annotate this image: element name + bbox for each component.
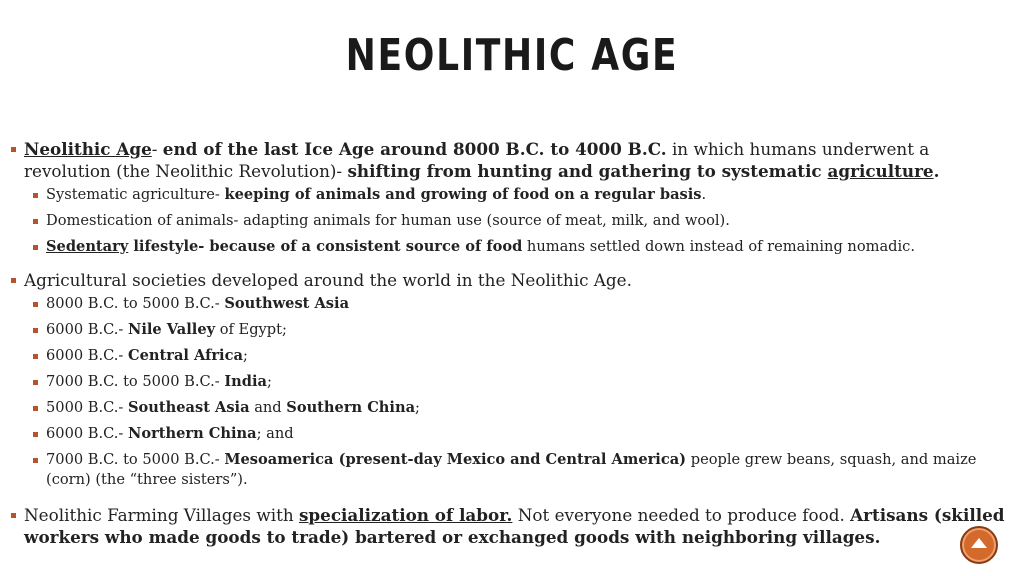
text: people grew beans, squash, and maize (corn) (the “three sisters”).	[46, 451, 977, 488]
text: in which humans underwent a revolution (the Neolithic Revolution)-	[24, 139, 930, 181]
sub-bullet-mesoamerica	[32, 450, 1020, 490]
sub-bullet-domestication	[32, 211, 1020, 231]
text: 7000 B.C. to 5000 B.C.-	[46, 373, 225, 390]
text: and	[249, 399, 287, 416]
sub-bullet-southwest-asia	[32, 294, 1020, 314]
text-bold: Southern China	[286, 399, 416, 416]
term-neolithic-age: Neolithic Age	[24, 139, 152, 159]
text-bold: Mesoamerica (present-day Mexico and Central America)	[224, 451, 687, 468]
text-bold: India	[224, 373, 268, 390]
text: 6000 B.C.-	[46, 425, 128, 442]
text-bold: .	[874, 527, 881, 547]
text: 5000 B.C.-	[46, 399, 128, 416]
text-bold: Southeast Asia	[128, 399, 250, 416]
text: 6000 B.C.-	[46, 321, 128, 338]
text-bold: Artisans (skilled workers who made goods to trade) bartered or exchanged goods with neighboring villages	[24, 505, 1005, 547]
text-bold: Southwest Asia	[224, 295, 350, 312]
text: of Egypt;	[215, 321, 287, 338]
slide-title: NEOLITHIC AGE	[345, 30, 679, 81]
text-bold: keeping of animals and growing of food on a regular basis	[224, 186, 702, 203]
text: Neolithic Farming Villages with	[24, 505, 299, 525]
term-sedentary: Sedentary	[46, 238, 129, 255]
text: -	[151, 139, 163, 159]
text-bold: Central Africa	[128, 347, 243, 364]
text: .	[701, 186, 707, 203]
text: Domestication of animals- adapting animals for human use (source of meat, milk, and wool).	[46, 212, 730, 229]
text: 6000 B.C.-	[46, 347, 128, 364]
text: humans settled down instead of remaining nomadic.	[522, 238, 915, 255]
text: 7000 B.C. to 5000 B.C.-	[46, 451, 225, 468]
text: ; and	[256, 425, 294, 442]
text: Systematic agriculture-	[46, 186, 225, 203]
bullet-neolithic-age	[10, 138, 1020, 182]
bullet-agricultural-societies	[10, 269, 1020, 291]
sub-bullet-southeast-asia	[32, 398, 1020, 418]
text: Not everyone needed to produce food.	[512, 505, 851, 525]
sub-bullet-nile-valley	[32, 320, 1020, 340]
text-bold: shifting from hunting and gathering to systematic	[347, 161, 828, 181]
sub-bullet-central-africa	[32, 346, 1020, 366]
slide-content	[10, 138, 1020, 548]
sub-bullet-sedentary	[32, 237, 1020, 257]
text: Agricultural societies developed around the world in the Neolithic Age.	[24, 270, 632, 290]
text: ;	[267, 373, 272, 390]
bullet-farming-villages	[10, 504, 1020, 548]
text: 8000 B.C. to 5000 B.C.-	[46, 295, 225, 312]
text-bold: Northern China	[128, 425, 257, 442]
term-specialization-of-labor: specialization of labor.	[298, 505, 513, 525]
text: ;	[415, 399, 420, 416]
text-bold: end of the last Ice Age around 8000 B.C. to 4000 B.C.	[162, 139, 667, 159]
text-bold: Nile Valley	[128, 321, 216, 338]
text: ;	[242, 347, 248, 364]
text-bold: .	[933, 161, 940, 181]
sub-bullet-india	[32, 372, 1020, 392]
sub-bullet-systematic-agriculture	[32, 185, 1020, 205]
sub-bullet-northern-china	[32, 424, 1020, 444]
text-bold: lifestyle- because of a consistent source of food	[128, 238, 523, 255]
up-arrow-icon[interactable]	[960, 526, 998, 564]
term-agriculture: agriculture	[827, 161, 934, 181]
